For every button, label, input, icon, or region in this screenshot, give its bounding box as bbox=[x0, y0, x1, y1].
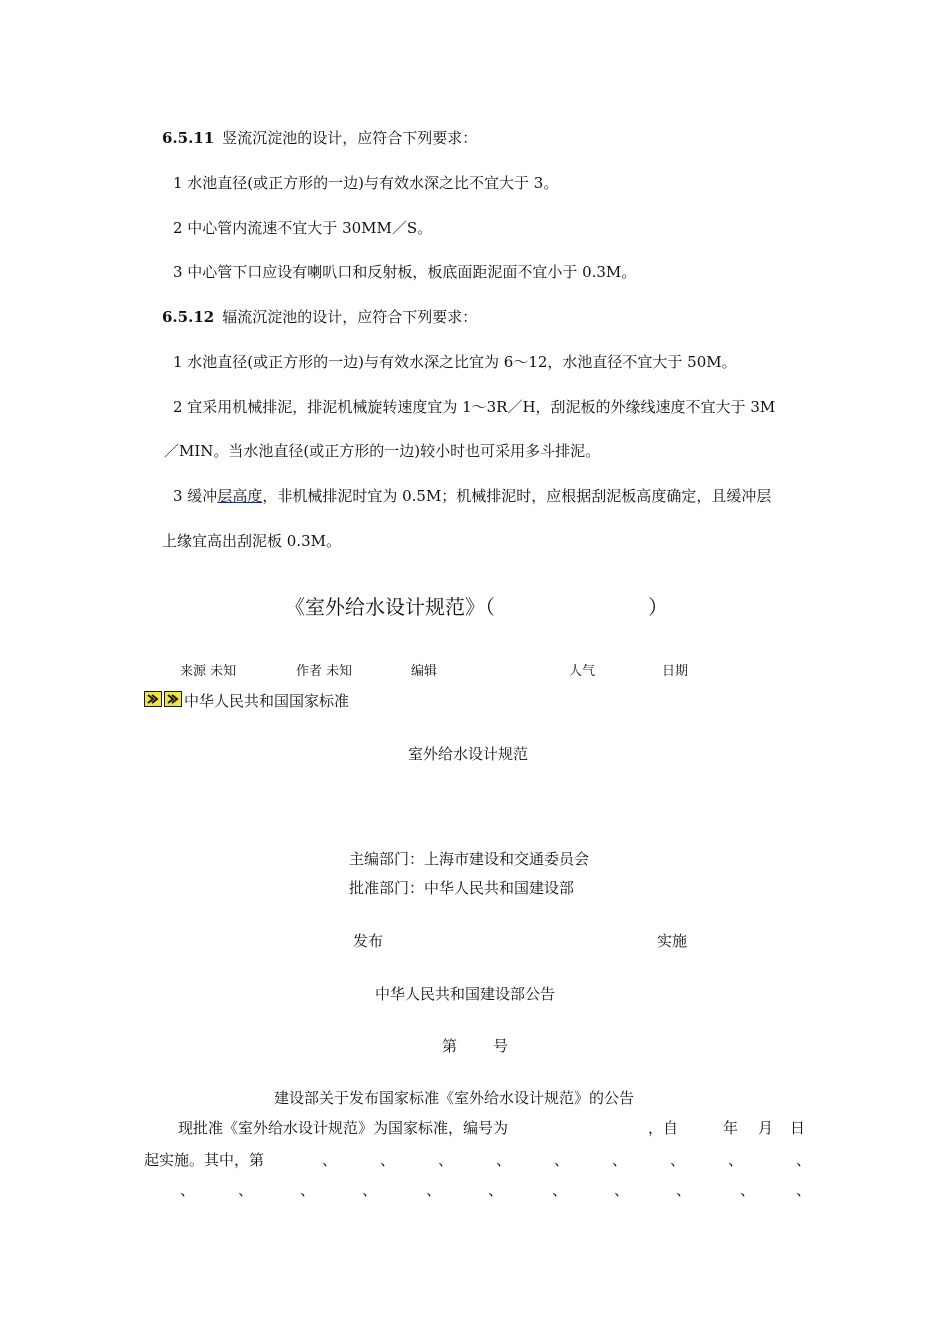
separator-mark: 、 bbox=[496, 1151, 512, 1169]
chief-department: 主编部门：上海市建设和交通委员会 bbox=[349, 850, 590, 868]
arrow-icon[interactable] bbox=[164, 691, 182, 707]
clause-item-continuation: ／MIN。当水池直径(或正方形的一边)较小时也可采用多斗排泥。 bbox=[164, 442, 601, 460]
meta-author: 作者 未知 bbox=[296, 664, 353, 679]
body-text: 起实施。其中，第 bbox=[144, 1151, 265, 1169]
separator-mark: 、 bbox=[554, 1151, 570, 1169]
announcement-heading: 建设部关于发布国家标准《室外给水设计规范》的公告 bbox=[274, 1089, 635, 1107]
clause-heading-text: 辐流沉淀池的设计，应符合下列要求： bbox=[222, 308, 478, 326]
clause-heading-text: 竖流沉淀池的设计，应符合下列要求： bbox=[222, 129, 478, 147]
clause-6-5-11-heading bbox=[162, 128, 477, 148]
standard-line bbox=[144, 691, 349, 711]
separator-mark: 、 bbox=[426, 1181, 442, 1199]
item-text: 3 缓冲 bbox=[173, 487, 218, 505]
separator-mark: 、 bbox=[238, 1181, 254, 1199]
meta-popularity: 人气 bbox=[569, 664, 596, 679]
body-year: 年 bbox=[723, 1119, 739, 1137]
release-label: 发布 bbox=[353, 932, 384, 950]
separator-mark: 、 bbox=[796, 1151, 812, 1169]
announcement-number-hao: 号 bbox=[493, 1037, 509, 1055]
announcement-title: 中华人民共和国建设部公告 bbox=[375, 985, 556, 1003]
clause-item: 1 水池直径(或正方形的一边)与有效水深之比宜为 6～12，水池直径不宜大于 50M。 bbox=[173, 353, 737, 371]
body-day: 日 bbox=[790, 1119, 806, 1137]
announcement-number-di: 第 bbox=[442, 1037, 458, 1055]
clause-item bbox=[173, 486, 771, 506]
item-text: ，非机械排泥时宜为 0.5M；机械排泥时，应根据刮泥板高度确定，且缓冲层 bbox=[262, 487, 772, 505]
separator-mark: 、 bbox=[438, 1151, 454, 1169]
clause-number: 6.5.11 bbox=[162, 129, 215, 147]
separator-mark: 、 bbox=[300, 1181, 316, 1199]
arrow-icon[interactable] bbox=[144, 691, 162, 707]
meta-date: 日期 bbox=[662, 664, 689, 679]
cushion-layer-link[interactable]: 层高度 bbox=[217, 487, 263, 505]
separator-mark: 、 bbox=[322, 1151, 338, 1169]
implement-label: 实施 bbox=[657, 932, 688, 950]
separator-mark: 、 bbox=[180, 1181, 196, 1199]
separator-mark: 、 bbox=[728, 1151, 744, 1169]
approve-department: 批准部门：中华人民共和国建设部 bbox=[349, 879, 575, 897]
article-title: 《室外给水设计规范》（ bbox=[285, 595, 495, 619]
clause-item: 2 中心管内流速不宜大于 30MM／S。 bbox=[173, 219, 433, 237]
separator-mark: 、 bbox=[552, 1181, 568, 1199]
separator-mark: 、 bbox=[676, 1181, 692, 1199]
clause-item: 2 宜采用机械排泥，排泥机械旋转速度宜为 1～3R／H，刮泥板的外缘线速度不宜大于 3M bbox=[173, 398, 776, 416]
body-month: 月 bbox=[758, 1119, 774, 1137]
separator-mark: 、 bbox=[670, 1151, 686, 1169]
separator-mark: 、 bbox=[488, 1181, 504, 1199]
meta-editor: 编辑 bbox=[411, 664, 438, 679]
article-title-close: ） bbox=[648, 595, 668, 619]
separator-mark: 、 bbox=[796, 1181, 812, 1199]
body-text: ，自 bbox=[648, 1119, 679, 1137]
separator-mark: 、 bbox=[612, 1151, 628, 1169]
standard-label: 中华人民共和国国家标准 bbox=[184, 692, 350, 710]
clause-6-5-12-heading bbox=[162, 307, 477, 327]
separator-mark: 、 bbox=[740, 1181, 756, 1199]
separator-mark: 、 bbox=[380, 1151, 396, 1169]
separator-mark: 、 bbox=[614, 1181, 630, 1199]
meta-source: 来源 未知 bbox=[180, 664, 237, 679]
spec-title: 室外给水设计规范 bbox=[408, 745, 529, 763]
clause-item-continuation: 上缘宜高出刮泥板 0.3M。 bbox=[162, 532, 341, 550]
clause-item: 1 水池直径(或正方形的一边)与有效水深之比不宜大于 3。 bbox=[173, 174, 559, 192]
separator-mark: 、 bbox=[362, 1181, 378, 1199]
clause-number: 6.5.12 bbox=[162, 308, 215, 326]
body-text: 现批准《室外给水设计规范》为国家标准，编号为 bbox=[178, 1119, 509, 1137]
clause-item: 3 中心管下口应设有喇叭口和反射板，板底面距泥面不宜小于 0.3M。 bbox=[173, 263, 637, 281]
